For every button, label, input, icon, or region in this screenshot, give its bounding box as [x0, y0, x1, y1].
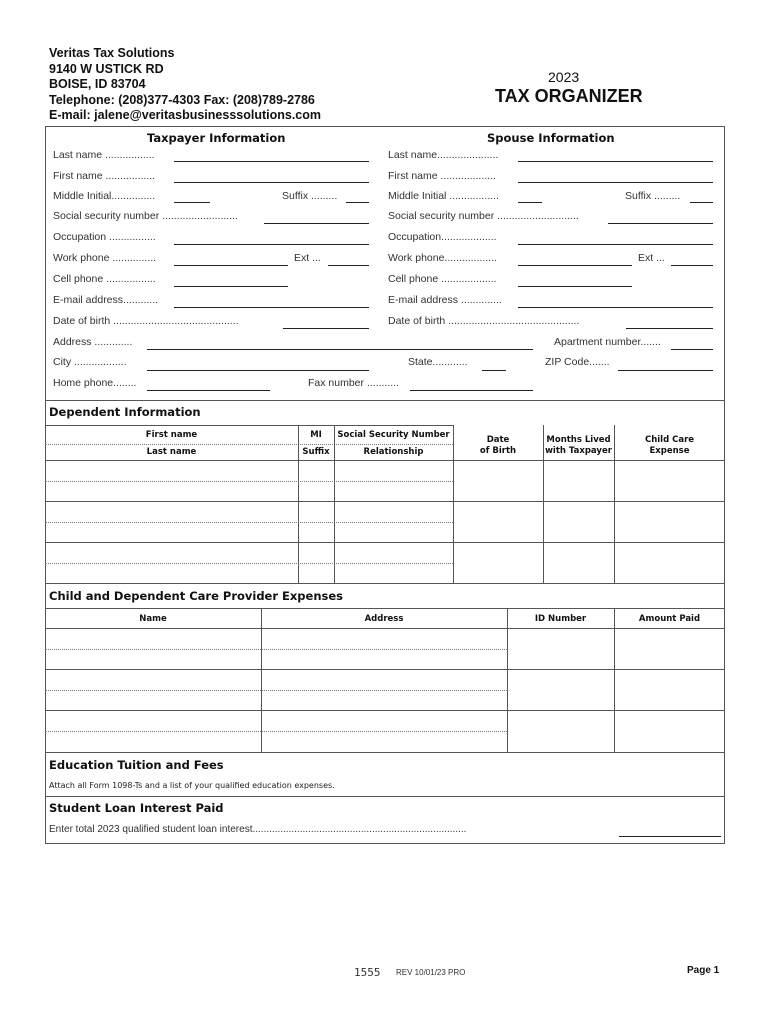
apartment-label: Apartment number....... [554, 336, 661, 348]
firm-name: Veritas Tax Solutions [49, 46, 175, 60]
spouse-heading: Spouse Information [487, 131, 615, 145]
tp-email-label: E-mail address............ [53, 294, 159, 306]
dependents-heading: Dependent Information [49, 405, 201, 419]
col-header-id: ID Number [534, 614, 587, 624]
sp-middle-initial-field[interactable] [518, 202, 542, 203]
home-phone-label: Home phone........ [53, 377, 137, 389]
tp-dob-label: Date of birth ........................................... [53, 315, 239, 327]
table-rule [45, 563, 453, 564]
revision: REV 10/01/23 PRO [396, 968, 466, 977]
col-header-mi: MI [310, 430, 322, 440]
city-field[interactable] [147, 370, 369, 371]
tp-last-name-field[interactable] [174, 161, 369, 162]
sp-cell-phone-label: Cell phone ................... [388, 273, 497, 285]
tp-first-name-field[interactable] [174, 182, 369, 183]
divider [45, 400, 725, 401]
col-header-last-name: Last name [146, 447, 197, 457]
col-header-name: Name [139, 614, 167, 624]
col-divider [614, 608, 615, 752]
tp-ssn-label: Social security number .......................... [53, 210, 238, 222]
table-rule [45, 731, 507, 732]
table-rule [45, 444, 453, 445]
sp-first-name-label: First name ................... [388, 170, 496, 182]
divider [45, 796, 725, 797]
tp-cell-phone-field[interactable] [174, 286, 288, 287]
page-number: Page 1 [687, 965, 720, 976]
student-loan-field[interactable] [619, 836, 721, 837]
student-loan-heading: Student Loan Interest Paid [49, 801, 224, 815]
table-rule [45, 608, 725, 609]
form-number: 1555 [354, 966, 381, 979]
table-rule [45, 690, 507, 691]
care-heading: Child and Dependent Care Provider Expenses [49, 589, 344, 603]
firm-header [49, 46, 321, 124]
tp-work-phone-field[interactable] [174, 265, 288, 266]
sp-work-phone-field[interactable] [518, 265, 632, 266]
tp-last-name-label: Last name ................. [53, 149, 155, 161]
form-title: TAX ORGANIZER [495, 86, 643, 106]
tp-dob-field[interactable] [283, 328, 369, 329]
table-rule [45, 460, 725, 461]
tp-work-phone-label: Work phone ............... [53, 252, 157, 264]
sp-suffix-label: Suffix ......... [625, 190, 681, 202]
address-field[interactable] [147, 349, 533, 350]
sp-last-name-label: Last name..................... [388, 149, 499, 161]
table-rule [45, 710, 725, 711]
col-header-suffix: Suffix [302, 447, 330, 457]
table-rule [45, 425, 453, 426]
sp-middle-initial-label: Middle Initial ................. [388, 190, 499, 202]
col-header-months-1: Months Lived [546, 435, 611, 445]
table-rule [45, 501, 725, 502]
tp-middle-initial-field[interactable] [174, 202, 210, 203]
taxpayer-heading: Taxpayer Information [147, 131, 286, 145]
sp-ext-label: Ext ... [638, 252, 665, 264]
firm-phones: Telephone: (208)377-4303 Fax: (208)789-2786 [49, 92, 315, 107]
firm-address-2: BOISE, ID 83704 [49, 77, 146, 92]
home-phone-field[interactable] [147, 390, 270, 391]
table-rule [45, 649, 507, 650]
fax-label: Fax number ........... [308, 377, 400, 389]
sp-cell-phone-field[interactable] [518, 286, 632, 287]
city-label: City .................. [53, 356, 127, 368]
col-header-months-2: with Taxpayer [545, 446, 612, 456]
sp-ssn-field[interactable] [608, 223, 713, 224]
firm-email: E-mail: jalene@veritasbusinesssolutions.com [49, 108, 321, 123]
student-loan-label: Enter total 2023 qualified student loan interest............................................................................. [49, 824, 467, 835]
tp-ssn-field[interactable] [264, 223, 369, 224]
sp-dob-label: Date of birth ............................................. [388, 315, 580, 327]
tp-suffix-field[interactable] [346, 202, 369, 203]
col-header-care-1: Child Care [644, 435, 695, 445]
firm-address-1: 9140 W USTICK RD [49, 61, 164, 76]
tp-cell-phone-label: Cell phone ................. [53, 273, 156, 285]
tp-ext-label: Ext ... [294, 252, 321, 264]
table-rule [45, 522, 453, 523]
sp-ssn-label: Social security number ............................ [388, 210, 579, 222]
table-rule [45, 752, 725, 753]
table-rule [45, 481, 453, 482]
sp-first-name-field[interactable] [518, 182, 713, 183]
education-heading: Education Tuition and Fees [49, 758, 224, 772]
education-note: Attach all Form 1098-Ts and a list of your qualified education expenses. [49, 781, 335, 790]
sp-dob-field[interactable] [626, 328, 713, 329]
table-rule [45, 669, 725, 670]
col-header-dob-2: of Birth [479, 446, 517, 456]
form-year: 2023 [548, 69, 580, 85]
state-field[interactable] [482, 370, 506, 371]
tp-suffix-label: Suffix ......... [282, 190, 338, 202]
col-header-relationship: Relationship [363, 447, 424, 457]
tp-occupation-label: Occupation ................ [53, 231, 156, 243]
zip-label: ZIP Code....... [545, 356, 610, 368]
col-header-ssn: Social Security Number [337, 430, 450, 440]
sp-last-name-field[interactable] [518, 161, 713, 162]
fax-field[interactable] [410, 390, 533, 391]
col-divider [507, 608, 508, 752]
sp-occupation-label: Occupation................... [388, 231, 497, 243]
state-label: State............ [408, 356, 468, 368]
sp-work-phone-label: Work phone.................. [388, 252, 497, 264]
col-header-first-name: First name [145, 430, 198, 440]
table-rule [45, 628, 725, 629]
col-header-dob-1: Date [486, 435, 510, 445]
table-rule [45, 583, 725, 584]
table-rule [45, 542, 725, 543]
zip-field[interactable] [618, 370, 713, 371]
sp-email-field[interactable] [518, 307, 713, 308]
col-header-amount: Amount Paid [638, 614, 701, 624]
tp-first-name-label: First name ................. [53, 170, 156, 182]
sp-email-label: E-mail address .............. [388, 294, 502, 306]
address-label: Address ............. [53, 336, 133, 348]
tp-middle-initial-label: Middle Initial............... [53, 190, 156, 202]
col-header-care-2: Expense [649, 446, 690, 456]
sp-occupation-field[interactable] [518, 244, 713, 245]
tp-email-field[interactable] [174, 307, 369, 308]
sp-suffix-field[interactable] [690, 202, 713, 203]
apartment-field[interactable] [671, 349, 713, 350]
tp-occupation-field[interactable] [174, 244, 369, 245]
tp-ext-field[interactable] [328, 265, 369, 266]
sp-ext-field[interactable] [671, 265, 713, 266]
col-header-address: Address [364, 614, 404, 624]
